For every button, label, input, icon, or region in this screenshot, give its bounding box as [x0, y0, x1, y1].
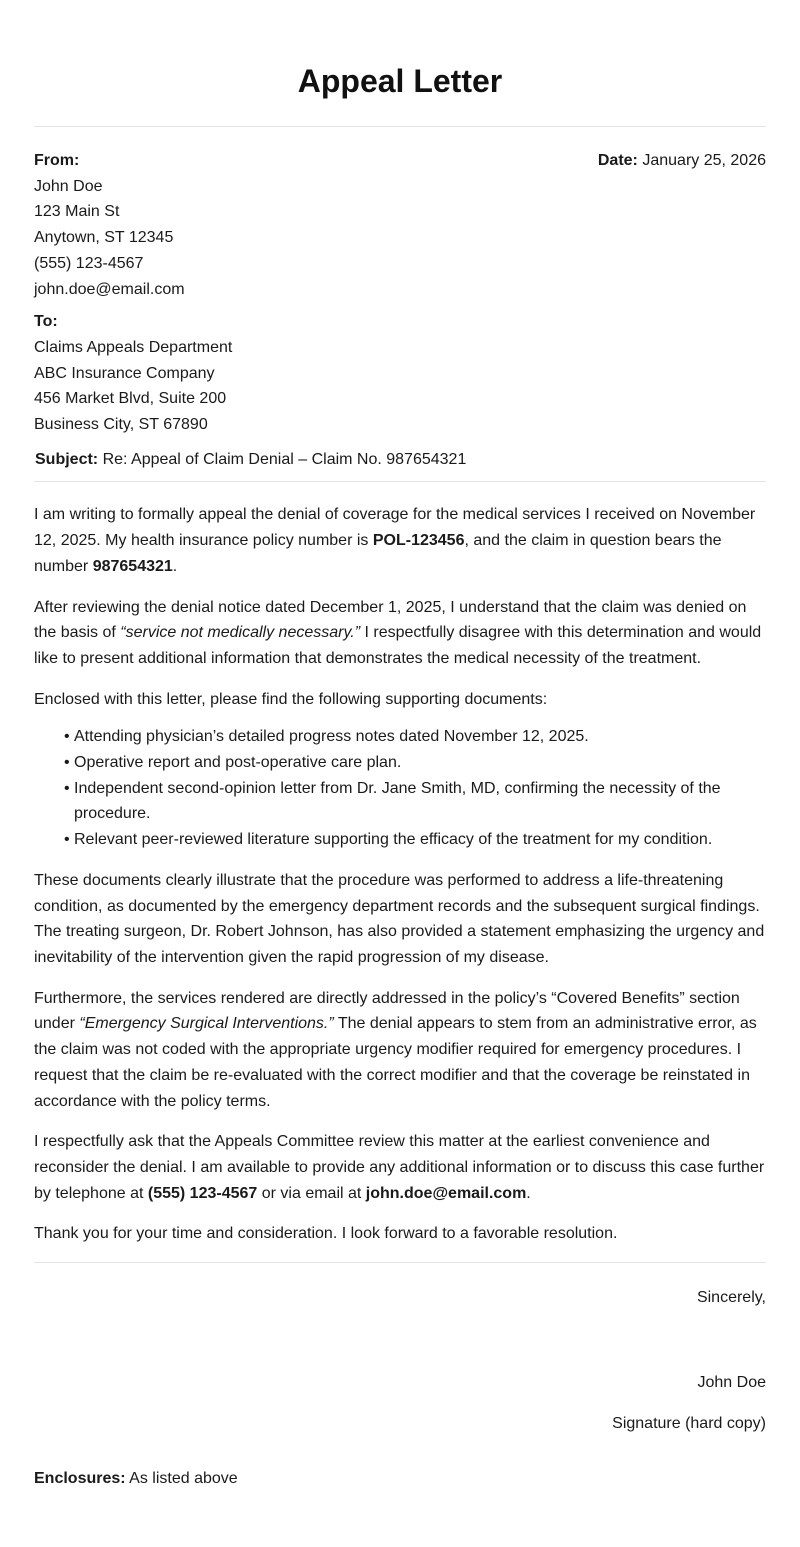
subject-line: [34, 447, 766, 482]
date-label: Date:: [597, 152, 638, 169]
list-item: [34, 776, 766, 827]
policy-number: POL-123456: [372, 532, 465, 550]
bullet: •: [64, 831, 70, 849]
text-run: or via email at: [257, 1184, 366, 1202]
bullet: •: [64, 728, 70, 746]
from-label: From:: [34, 152, 80, 169]
enclosures-value: As listed above: [129, 1470, 238, 1488]
signature-note: Signature (hard copy): [612, 1415, 766, 1433]
paragraph-intro: [34, 502, 766, 579]
text-run: I respectfully disagree with this determination and would like to present additional information that demonstrates the medical necessity of the treatment.: [34, 624, 762, 667]
sender-name: John Doe: [34, 177, 103, 195]
bullet: •: [64, 779, 70, 797]
supporting-documents-list: [34, 712, 766, 853]
contact-email: john.doe@email.com: [365, 1184, 527, 1202]
text-run: .: [526, 1184, 531, 1202]
text-run: I am writing to formally appeal the denial of coverage for the medical services I received on November 12, 2025. My health insurance policy number is: [34, 506, 756, 550]
paragraph-enclosed-intro: Enclosed with this letter, please find the following supporting documents:: [34, 690, 548, 708]
claim-number: 987654321: [92, 557, 173, 575]
text-run: Furthermore, the services rendered are directly addressed in the policy’s “Covered Benefits” section under: [34, 989, 740, 1033]
letter-closing: [34, 1263, 766, 1437]
denial-reason-quote: “service not medically necessary.”: [120, 624, 361, 642]
letter-date: [598, 148, 766, 174]
letter-header: [34, 127, 766, 481]
text-run: After reviewing the denial notice dated December 1, 2025, I understand that the claim was denied on the basis of: [34, 598, 747, 642]
sender-email: john.doe@email.com: [34, 280, 185, 298]
subject-value: Re: Appeal of Claim Denial – Claim No. 987654321: [102, 450, 467, 468]
paragraph-evidence: These documents clearly illustrate that the procedure was performed to address a life-threatening condition, as documented by the emergency department records and the subsequent surgical findings. The treating surgeon, Dr. Robert Johnson, has also provided a statement emphasizing the urgency and inevitability of the intervention given the rapid progression of my disease.: [34, 871, 765, 966]
bullet: •: [64, 754, 70, 772]
list-item: [34, 827, 766, 853]
recipient-street: 456 Market Blvd, Suite 200: [34, 390, 227, 408]
letter-body: [34, 482, 766, 1247]
list-item-text: Operative report and post-operative care plan.: [74, 754, 402, 772]
enclosures-line: [34, 1466, 766, 1492]
list-item-text: Independent second-opinion letter from Dr. Jane Smith, MD, confirming the necessity of the procedure.: [74, 779, 721, 823]
paragraph-policy: [34, 986, 766, 1115]
page-title: Appeal Letter: [297, 63, 503, 99]
text-run: , and the claim in question bears the number: [34, 532, 722, 575]
paragraph-denial: [34, 595, 766, 672]
contact-phone: (555) 123-4567: [147, 1184, 258, 1202]
sender-city: Anytown, ST 12345: [34, 229, 174, 247]
subject-label: Subject:: [35, 450, 99, 468]
date-value: January 25, 2026: [642, 152, 766, 169]
text-run: .: [172, 557, 178, 575]
policy-section-quote: “Emergency Surgical Interventions.”: [79, 1015, 334, 1033]
recipient-address: [34, 309, 766, 438]
recipient-department: Claims Appeals Department: [34, 338, 233, 356]
list-item-text: Relevant peer-reviewed literature supporting the efficacy of the treatment for my condition.: [74, 831, 713, 849]
sender-street: 123 Main St: [34, 203, 120, 221]
text-run: The denial appears to stem from an administrative error, as the claim was not coded with the appropriate urgency modifier required for emergency procedures. I request that the claim be re-evaluated with the correct modifier and that the coverage be reinstated in accordance with the policy terms.: [34, 1015, 757, 1110]
letter-page: [34, 0, 766, 1492]
closing-salutation: Sincerely,: [696, 1289, 766, 1307]
paragraph-request: [34, 1129, 766, 1206]
list-item: [34, 724, 766, 750]
paragraph-thanks: Thank you for your time and consideration. I look forward to a favorable resolution.: [34, 1225, 618, 1243]
list-item: [34, 750, 766, 776]
text-run: I respectfully ask that the Appeals Committee review this matter at the earliest convenience and reconsider the denial. I am available to provide any additional information or to discuss this case further by telephone at: [34, 1133, 765, 1202]
list-item-text: Attending physician’s detailed progress notes dated November 12, 2025.: [74, 728, 589, 746]
recipient-city: Business City, ST 67890: [34, 416, 208, 434]
recipient-company: ABC Insurance Company: [34, 364, 215, 382]
signer-name: John Doe: [697, 1373, 766, 1391]
sender-phone: (555) 123-4567: [34, 254, 144, 272]
to-label: To:: [34, 313, 58, 331]
enclosures-label: Enclosures:: [34, 1470, 126, 1488]
